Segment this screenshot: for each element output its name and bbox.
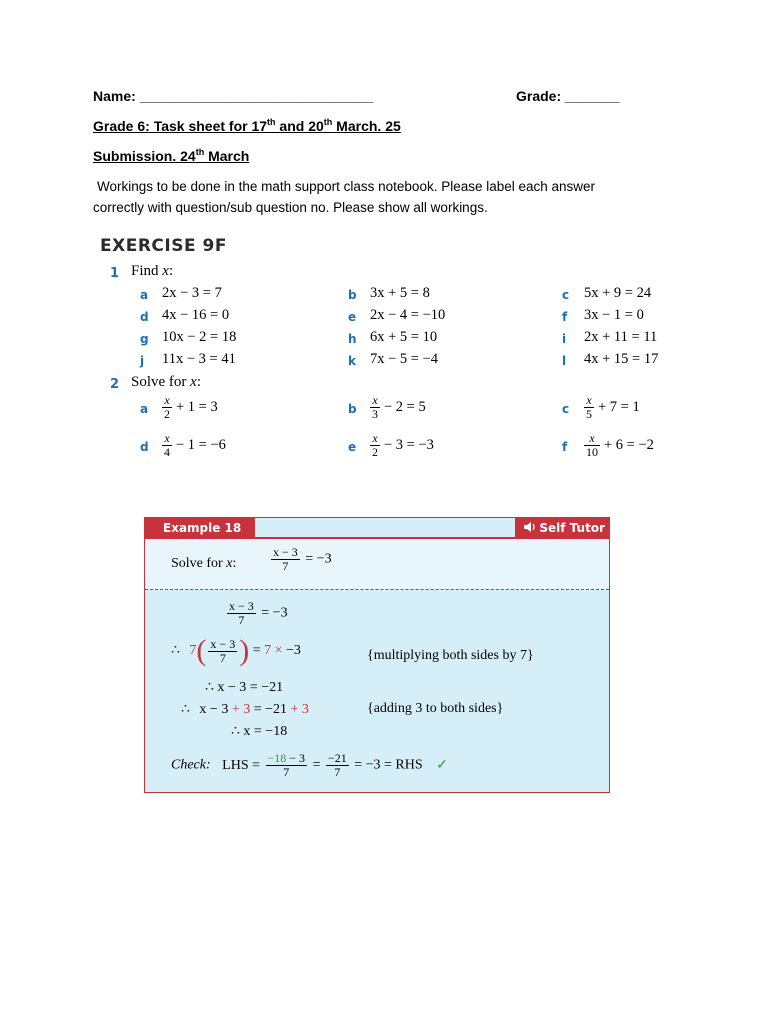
- q2-denominator: 2: [372, 445, 378, 459]
- q2-item-label: c: [562, 402, 570, 416]
- q2-item-label: d: [140, 440, 149, 454]
- q1-item: [140, 351, 236, 370]
- name-blank: ______________________________: [139, 88, 374, 104]
- question-2-prompt: Solve for x:: [131, 374, 202, 390]
- q1-item-label: e: [348, 310, 357, 324]
- q1-item-label: a: [140, 288, 149, 302]
- q1-item-label: l: [562, 354, 567, 368]
- q1-item-label: c: [562, 288, 570, 302]
- q1-item-equation: 4x − 16 = 0: [162, 307, 230, 323]
- check-lhs: LHS =: [222, 757, 260, 773]
- question-1-number: 1: [110, 266, 120, 281]
- question-2-number: 2: [110, 377, 120, 392]
- q1-item-label: j: [140, 354, 145, 368]
- q1-item: [140, 307, 230, 326]
- q2-numerator: x: [589, 431, 595, 445]
- self-tutor-button[interactable]: [515, 518, 609, 538]
- step-4-add: + 3: [231, 702, 251, 717]
- check-numerator-rest: − 3: [286, 751, 306, 765]
- q1-item-label: d: [140, 310, 149, 324]
- q1-item-label: h: [348, 332, 357, 346]
- step-4-note: {adding 3 to both sides}: [367, 701, 504, 716]
- q1-item-equation: 3x − 1 = 0: [584, 307, 644, 323]
- q2-item-equation: [368, 432, 434, 459]
- q2-numerator: x: [164, 393, 170, 407]
- q2-denominator: 3: [372, 407, 378, 421]
- q1-item: [562, 285, 652, 304]
- check-label: Check:: [171, 757, 211, 773]
- q1-item: [348, 329, 438, 348]
- q2-item-label: a: [140, 402, 149, 416]
- q1-item: [348, 351, 439, 370]
- q1-item: [562, 307, 644, 326]
- q2-rest: − 3 = −3: [384, 436, 434, 453]
- step-2-multiplier: 7 ×: [264, 643, 283, 659]
- instructions-line-1: Workings to be done in the math support class notebook. Please label each answer: [97, 179, 596, 194]
- q1-item: [348, 285, 430, 304]
- step-4-lhs: x − 3: [199, 702, 229, 717]
- q2-numerator: x: [586, 393, 592, 407]
- step-1-rhs: = −3: [261, 605, 288, 621]
- q1-item-equation: 5x + 9 = 24: [584, 285, 652, 301]
- instructions: [93, 176, 733, 218]
- step-2-equals: =: [252, 643, 261, 659]
- check-line: [171, 752, 448, 779]
- q2-rest: + 6 = −2: [604, 436, 654, 453]
- example-title: Example 18: [145, 518, 255, 538]
- step-5: ∴ x = −18: [231, 724, 288, 739]
- q2-item-equation: [582, 394, 640, 421]
- step-2: ∴ 7( $\frac{x - 3}{7}$ ) = 7 × −3: [171, 634, 301, 667]
- step-4: [181, 701, 309, 718]
- q2-denominator: 5: [586, 407, 592, 421]
- q2-item-equation: [160, 432, 226, 459]
- grade-field: [516, 88, 620, 104]
- problem-denominator: 7: [271, 559, 300, 573]
- question-1-prompt: Find x:: [131, 263, 174, 279]
- q2-denominator: 2: [164, 407, 170, 421]
- speaker-icon: [523, 519, 537, 539]
- name-field: [93, 88, 373, 104]
- step-2-coefficient: 7: [189, 643, 197, 659]
- step-1: [225, 600, 288, 627]
- check-numerator-2: −21: [327, 751, 347, 765]
- q1-item-label: f: [562, 310, 568, 324]
- q2-item-equation: [160, 394, 218, 421]
- grade-label: Grade:: [516, 88, 562, 104]
- step-2-note: {multiplying both sides by 7}: [367, 648, 534, 663]
- name-label: Name:: [93, 88, 136, 104]
- step-2-rhs: −3: [282, 643, 301, 659]
- q1-item-equation: 11x − 3 = 41: [162, 351, 236, 367]
- check-denominator: 7: [266, 765, 308, 779]
- submission-date: Submission. 24th March: [93, 147, 250, 164]
- q1-item-equation: 7x − 5 = −4: [370, 351, 439, 367]
- q1-item-equation: 6x + 5 = 10: [370, 329, 438, 345]
- q1-item-equation: 10x − 2 = 18: [162, 329, 237, 345]
- q2-numerator: x: [372, 393, 378, 407]
- q2-rest: + 1 = 3: [176, 398, 218, 415]
- q1-item-label: g: [140, 332, 149, 346]
- self-tutor-label: Self Tutor: [539, 521, 605, 535]
- step-1-denominator: 7: [227, 613, 256, 627]
- q2-item-label: e: [348, 440, 357, 454]
- q2-denominator: 4: [164, 445, 170, 459]
- step-2-numerator: x − 3: [210, 636, 236, 651]
- step-4-equals: = −21: [253, 702, 288, 717]
- q2-rest: − 2 = 5: [384, 398, 426, 415]
- step-1-numerator: x − 3: [229, 599, 254, 613]
- therefore-symbol-2: ∴: [181, 702, 190, 717]
- q1-item: [348, 307, 446, 326]
- step-4-add-right: + 3: [290, 702, 309, 717]
- problem-equation: [269, 546, 332, 573]
- grade-blank: _______: [565, 88, 620, 104]
- q1-item-label: k: [348, 354, 356, 368]
- instructions-line-2: correctly with question/sub question no. Please show all workings.: [93, 200, 488, 215]
- q1-item-equation: 2x − 3 = 7: [162, 285, 222, 301]
- q2-rest: + 7 = 1: [598, 398, 640, 415]
- problem-rhs: = −3: [305, 551, 332, 567]
- q1-item: [562, 351, 659, 370]
- task-title: Grade 6: Task sheet for 17th and 20th March. 25: [93, 117, 401, 134]
- q1-item: [140, 285, 222, 304]
- step-2-denominator: 7: [208, 651, 237, 665]
- q2-item-equation: [368, 394, 426, 421]
- q2-rest: − 1 = −6: [176, 436, 226, 453]
- example-box: [144, 517, 610, 793]
- q1-item-equation: 4x + 15 = 17: [584, 351, 659, 367]
- q1-item-label: b: [348, 288, 357, 302]
- q2-numerator: x: [372, 431, 378, 445]
- q2-item-label: b: [348, 402, 357, 416]
- q1-item-label: i: [562, 332, 567, 346]
- q2-numerator: x: [164, 431, 170, 445]
- problem-prompt: Solve for x:: [171, 556, 237, 571]
- q1-item: [140, 329, 237, 348]
- check-result: = −3 = RHS: [354, 757, 423, 773]
- step-3: ∴ x − 3 = −21: [205, 680, 284, 695]
- check-numerator-green: −18: [267, 751, 287, 765]
- check-denominator-2: 7: [326, 765, 349, 779]
- problem-numerator: x − 3: [273, 545, 298, 559]
- q2-item-label: f: [562, 440, 568, 454]
- q1-item-equation: 2x + 11 = 11: [584, 329, 658, 345]
- q1-item-equation: 3x + 5 = 8: [370, 285, 430, 301]
- q1-item: [562, 329, 658, 348]
- check-equals: =: [312, 757, 321, 773]
- separator: [145, 589, 609, 590]
- exercise-title: EXERCISE 9F: [100, 236, 227, 256]
- q1-item-equation: 2x − 4 = −10: [370, 307, 446, 323]
- q2-denominator: 10: [586, 445, 598, 459]
- therefore-symbol: ∴: [171, 643, 180, 659]
- check-mark-icon: ✓: [436, 757, 448, 773]
- q2-item-equation: [582, 432, 654, 459]
